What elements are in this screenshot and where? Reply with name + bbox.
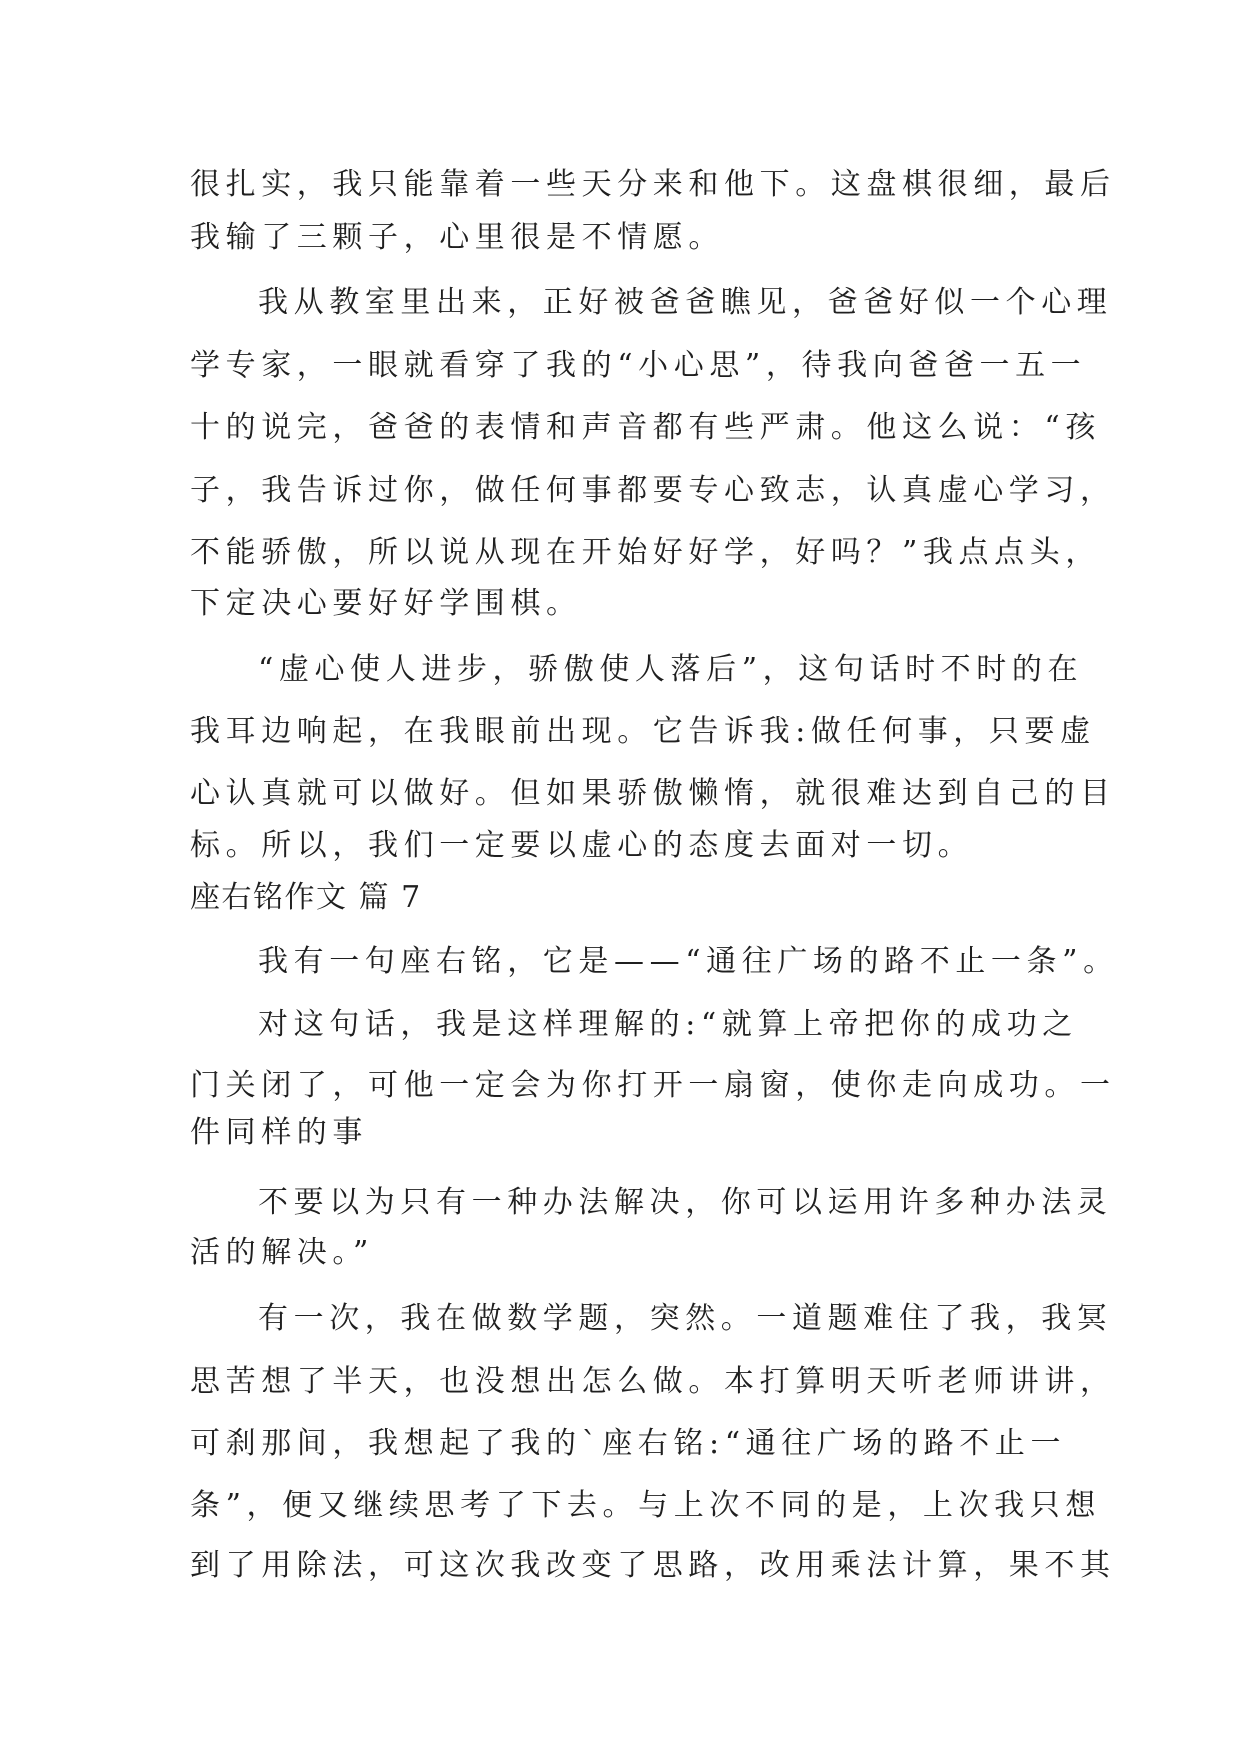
- body-text-line: 很扎实，我只能靠着一些天分来和他下。这盘棋很细，最后: [190, 167, 1116, 202]
- body-text-line: 思苦想了半天，也没想出怎么做。本打算明天听老师讲讲，: [190, 1364, 1116, 1399]
- body-text-line: 标。所以，我们一定要以虚心的态度去面对一切。: [190, 828, 974, 863]
- body-text-line: 活的解决。”: [190, 1235, 374, 1270]
- body-text-line: 不能骄傲，所以说从现在开始好好学，好吗？”我点点头，: [190, 535, 1101, 570]
- body-text-line: 门关闭了，可他一定会为你打开一扇窗，使你走向成功。一: [190, 1068, 1116, 1103]
- body-text-line: 对这句话，我是这样理解的:“就算上帝把你的成功之: [258, 1007, 1078, 1042]
- body-text-line: 下定决心要好好学围棋。: [190, 586, 582, 621]
- body-text-line: 可刹那间，我想起了我的`座右铭:“通往广场的路不止一: [190, 1426, 1067, 1461]
- body-text-line: 心认真就可以做好。但如果骄傲懒惰，就很难达到自己的目: [190, 776, 1116, 811]
- body-text-line: 条”，便又继续思考了下去。与上次不同的是，上次我只想: [190, 1488, 1101, 1523]
- body-text-line: 子，我告诉过你，做任何事都要专心致志，认真虚心学习，: [190, 473, 1116, 508]
- body-text-line: 我耳边响起，在我眼前出现。它告诉我:做任何事，只要虚: [190, 714, 1096, 749]
- body-text-line: 件同样的事: [190, 1115, 368, 1150]
- body-text-line: 学专家，一眼就看穿了我的“小心思”，待我向爸爸一五一: [190, 348, 1087, 383]
- body-text-line: 有一次，我在做数学题，突然。一道题难住了我，我冥: [258, 1301, 1113, 1336]
- body-text-line: “虚心使人进步，骄傲使人落后”，这句话时不时的在: [258, 652, 1084, 687]
- body-text-line: 我输了三颗子，心里很是不情愿。: [190, 220, 724, 255]
- section-heading: 座右铭作文 篇 7: [190, 880, 422, 915]
- body-text-line: 我从教室里出来，正好被爸爸瞧见，爸爸好似一个心理: [258, 285, 1113, 320]
- body-text-line: 十的说完，爸爸的表情和声音都有些严肃。他这么说：“孩: [190, 410, 1101, 445]
- body-text-line: 不要以为只有一种办法解决，你可以运用许多种办法灵: [258, 1185, 1113, 1220]
- body-text-line: 到了用除法，可这次我改变了思路，改用乘法计算，果不其: [190, 1548, 1116, 1583]
- body-text-line: 我有一句座右铭，它是——“通往广场的路不止一条”。: [258, 944, 1119, 979]
